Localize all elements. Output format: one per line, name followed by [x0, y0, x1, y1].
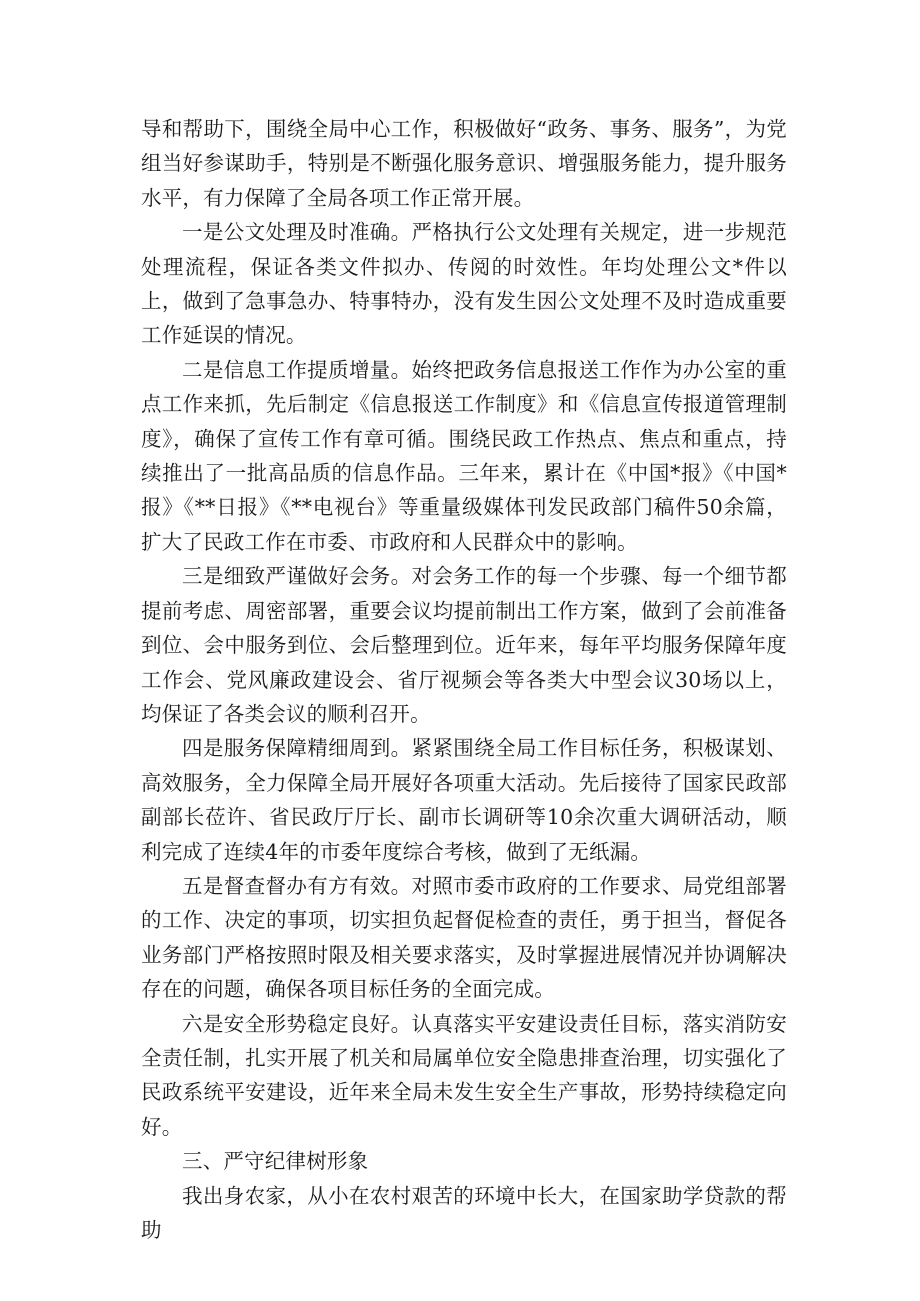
- paragraph-information-work: 二是信息工作提质增量。始终把政务信息报送工作作为办公室的重点工作来抓，先后制定《信息报送工作制度》和《信息宣传报道管理制度》，确保了宣传工作有章可循。围绕民政工作热点、焦点和重点，持续推出了一批高品质的信息作品。三年来，累计在《中国*报》《中国*报》《**日报》《**电视台》等重量级媒体刊发民政部门稿件50余篇，扩大了民政工作在市委、市政府和人民群众中的影响。: [141, 357, 787, 554]
- paragraph-continuation: 导和帮助下，围绕全局中心工作，积极做好“政务、事务、服务”，为党组当好参谋助手，特别是不断强化服务意识、增强服务能力，提升服务水平，有力保障了全局各项工作正常开展。: [141, 117, 787, 210]
- section-heading-discipline: 三、严守纪律树形象: [182, 1149, 369, 1174]
- paragraph-meeting-affairs: 三是细致严谨做好会务。对会务工作的每一个步骤、每一个细节都提前考虑、周密部署，重要会议均提前制出工作方案，做到了会前准备到位、会中服务到位、会后整理到位。近年来，每年平均服务保障年度工作会、党风廉政建设会、省厅视频会等各类大中型会议30场以上，均保证了各类会议的顺利召开。: [141, 564, 787, 726]
- document-body: [141, 112, 787, 1247]
- paragraph-document-handling: 一是公文处理及时准确。严格执行公文处理有关规定，进一步规范处理流程，保证各类文件拟办、传阅的时效性。年均处理公文*件以上，做到了急事急办、特事特办，没有发生因公文处理不及时造成重要工作延误的情况。: [141, 220, 787, 348]
- paragraph-supervision: 五是督查督办有方有效。对照市委市政府的工作要求、局党组部署的工作、决定的事项，切实担负起督促检查的责任，勇于担当，督促各业务部门严格按照时限及相关要求落实，及时掌握进展情况并协调解决存在的问题，确保各项目标任务的全面完成。: [141, 873, 787, 1002]
- paragraph-personal-background: 我出身农家，从小在农村艰苦的环境中长大，在国家助学贷款的帮助: [141, 1183, 787, 1242]
- paragraph-safety: 六是安全形势稳定良好。认真落实平安建设责任目标，落实消防安全责任制，扎实开展了机关和局属单位安全隐患排查治理，切实强化了民政系统平安建设，近年来全局未发生安全生产事故，形势持续稳定向好。: [141, 1011, 787, 1139]
- paragraph-service-support: 四是服务保障精细周到。紧紧围绕全局工作目标任务，积极谋划、高效服务，全力保障全局开展好各项重大活动。先后接待了国家民政部副部长莅许、省民政厅厅长、副市长调研等10余次重大调研活动，顺利完成了连续4年的市委年度综合考核，做到了无纸漏。: [141, 736, 787, 864]
